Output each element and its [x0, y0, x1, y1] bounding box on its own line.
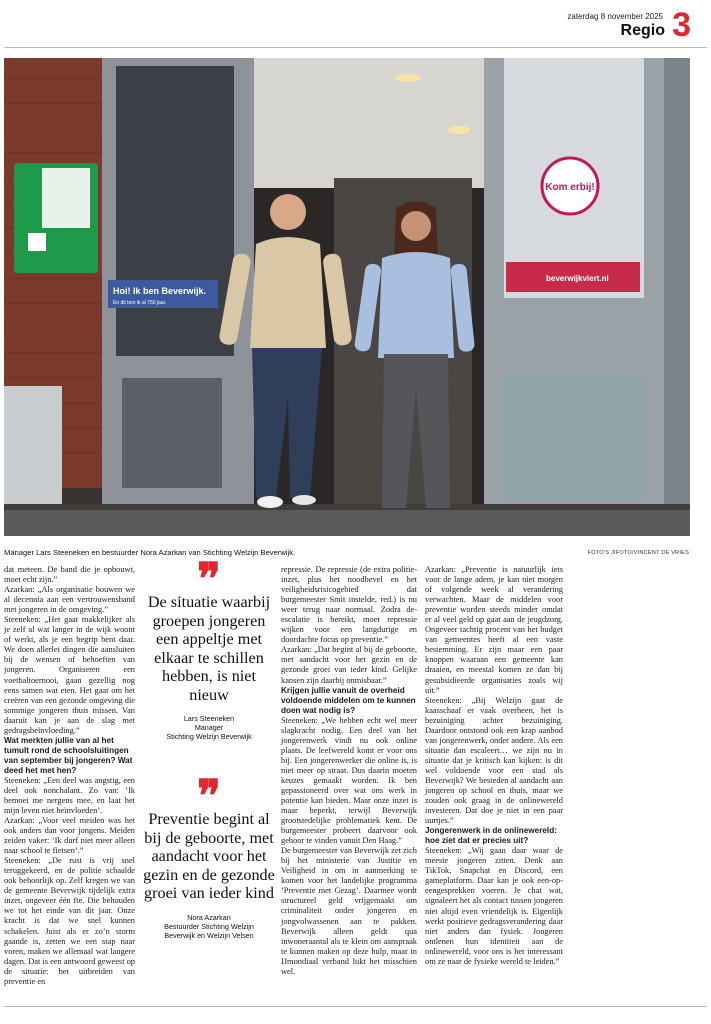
right-frame — [664, 58, 690, 518]
pull-quote-1 — [142, 554, 276, 741]
quote-attribution — [142, 913, 276, 940]
entrance-ceiling — [254, 58, 484, 188]
photo-caption: Manager Lars Steeneken en bestuurder Nora Azarkan van Stichting Welzijn Beverwijk. — [4, 548, 296, 557]
quote-role: Bestuurder Stichting Welzijn — [164, 921, 254, 931]
ceiling-light — [448, 126, 470, 134]
pull-quote-text: De situatie waarbij groepen jongeren een appeltje met elkaar te schillen hebben, is niet nieuw — [147, 593, 271, 704]
quote-mark-icon: ❞ — [197, 554, 221, 605]
interview-question: Wat merkten jullie van al het tumult rond de schoolsluitingen van september bij jongeren? Wat deed het met hen? — [4, 735, 133, 775]
quote-name: Lars Steeneken — [183, 714, 235, 723]
paragraph: Steeneken: „Een deel was angstig, een deel ook nonchalant. Zo van: ’Ik bemoei me nergens mee, en laat het mijn leven niet beïnvloeden’. — [4, 775, 135, 815]
quote-mark-icon: ❞ — [197, 771, 221, 822]
footer-rule — [4, 1006, 707, 1007]
url-sign-text: beverwijkviert.nl — [546, 274, 609, 283]
paragraph: dat meteen. De band die je opbouwt, moet echt zijn.” — [4, 565, 135, 585]
left-window-glass — [116, 66, 234, 356]
left-lower-glass — [122, 378, 222, 488]
quote-org: Stichting Welzijn Beverwijk — [166, 732, 252, 741]
article-column-1 — [4, 565, 135, 987]
aed-window — [42, 168, 90, 228]
interview-question: Krijgen jullie vanuit de overheid voldoende middelen om te kunnen doen wat nodig is? — [281, 685, 416, 715]
paragraph: Azarkan: „Preventie is natuurlijk iets voor de lange adem, je kan niet morgen of volgende week al verandering verwachten. Maar de middelen voor preventie worden steeds minder omdat er al veel geld op gaat aan de jeugdzorg. Ongeveer tachtig procent van het budget van gemeentes heeft al een vaste bestemming. Er zijn maar een paar knoppen waaraan een gemeente kan draaien, en meestal komen ze dan bij gesubsidieerde organisaties zoals wij uit.” — [425, 565, 563, 695]
pull-quote-2 — [142, 771, 276, 940]
right-lower-window — [504, 376, 644, 500]
quote-name: Nora Azarkan — [187, 912, 231, 922]
page-header — [0, 0, 711, 50]
paragraph: repressie. De repressie (de extra politie-inzet, plus het noodbevel en het veiligheidsrisicogebied dat burgemeester Smit instelde, red.) is nu weer terug naar normaal. Zodra de-escalatie is bereikt, moet repressie wijken voor een langdurige en doordachte focus op preventie.” — [281, 565, 417, 645]
quote-attribution — [142, 714, 276, 741]
paragraph: De burgemeester van Beverwijk zet zich bij het ministerie van Justitie en Veiligheid in om in aanmerking te komen voor het landelijke programma ’Preventie met Gezag’. Daarmee wordt structureel geld vrijgemaakt om criminaliteit onder jongeren en jongvolwassenen aan te pakken. Beverwijk alleen geldt qua inwoneraantal als te klein om aanspraak te kunnen maken op deze hulp, maar in IJmondiaal verband lukt het misschien wel. — [281, 846, 417, 976]
photo-illustration — [4, 58, 690, 536]
paragraph: Steeneken: „Wij gaan daar waar de meeste jongeren zitten. Denk aan TikTok, Snapchat en Discord, een gameplatform. Daar kan je ook een-op-eengesprekken voeren. Je chat wat, signaleert het als contact tussen jongeren niet altijd even vriendelijk is. Eigenlijk werkt positieve gedragsverandering daar niet anders dan fysiek. Jongeren ontlenen hun identiteit aan de onlinewereld, voor ons is het interessant om ze naar de fysieke wereld te leiden.” — [425, 846, 563, 966]
header-rule — [4, 47, 707, 48]
interview-question: Jongerenwerk in de onlinewereld: hoe ziet dat er precies uit? — [425, 826, 557, 846]
paragraph: Steeneken: „Het gaat makkelijker als je zelf al wat langer in de wijk woont of werkt, als je een begrip bent daar. We doen allerlei dingen die aansluiten bij de wensen of behoeften van jongeren. Organiseren een voetbaltoernooi, gaan gezellig nog eens samen wat eten. Het gaat om het creëren van een gezonde omgeving die sommige jongeren thuis missen. Van daaruit kan je aan de slag met gedragsbeïnvloeding.” — [4, 615, 135, 735]
kom-erbij-text: Kom erbij! — [545, 182, 595, 193]
article-column-3 — [281, 565, 417, 977]
paragraph: Azarkan: „Als organisatie bouwen we al decennia aan een vertrouwensband met jongeren in de omgeving.” — [4, 585, 135, 615]
page-number: 3 — [672, 6, 691, 44]
banner-text: Hoi! Ik ben Beverwijk. — [113, 286, 207, 296]
issue-date: zaterdag 8 november 2025 — [567, 12, 663, 21]
quote-role: Manager — [194, 723, 224, 732]
paragraph: Steeneken: „De rust is vrij snel teruggekeerd, en de politie schaalde ook behoorlijk op. Zelf kregen we van de gemeente Beverwijk tijdelijk extra inzet, ongeveer één fte. Die behouden we tot het einde van dit jaar. Onze kracht is dat we snel kunnen schakelen. Juist als er zo’n storm gaande is, zetten we een stap naar voren, maken we allemaal wat langere dagen. Dat is een antwoord geweest op de situatie: het uitbreiden van preventie en — [4, 856, 135, 986]
paragraph: Steeneken: „Bij Welzijn gaat de kaasschaaf er vaak overheen, het is bezuiniging achter bezuiniging. Daardoor ontstond ook een krap aanbod van jongerenwerk, onder andere. Als een situatie dan escaleert… we zijn nu in situatie dat je kritisch kan kijken: is dit wel voldoende voor een stad als Beverwijk? We besteden al aandacht aan jongeren op school en thuis, maar we zouden ook graag in de onlinewereld investeren. Dat doe je niet in een paar uurtjes.” — [425, 695, 563, 826]
article-photo — [4, 58, 690, 536]
pull-quote-text: Preventie begint al bij de geboorte, met aandacht voor het gezin en de gezonde groei van ieder kind — [143, 810, 275, 902]
article-column-4 — [425, 565, 563, 967]
utility-cabinet — [4, 386, 62, 504]
banner-subtext: En dit ben ik al 750 jaar. — [113, 300, 167, 306]
section-title: Regio — [620, 22, 665, 39]
ceiling-light — [395, 74, 421, 82]
paragraph: Steeneken: „We hebben echt wel meer slagkracht nodig. Een deel van het jongerenwerk vindt nu ook online plaats. De leefwereld komt er voor ons bij. Een jongerenwerker die online is, is niet meer op straat. Dus daarin moeten keuzes gemaakt worden. Ik ben gepassioneerd over wat ons werk in potentie kan bieden. Maar onze inzet is maar beperkt, terwijl Beverwijk grootstedelijke problematiek kent. De burgemeester probeert daarvoor ook gehoor te vinden vanuit Den Haag.” — [281, 715, 417, 846]
photo-credit: FOTO’S JIFOTO/VINCENT DE VRIES — [587, 550, 689, 556]
aed-sign — [28, 233, 46, 251]
quote-org: Beverwijk en Welzijn Velsen — [164, 930, 254, 940]
threshold — [4, 504, 690, 510]
paragraph: Azarkan: „Dat begint al bij de geboorte, met aandacht voor het gezin en de gezonde groei van ieder kind. Gelijke kansen zijn daarbij onmisbaar.” — [281, 645, 417, 685]
paragraph: Azarkan: „Voor veel meiden was het ook anders dan voor jongens. Meiden zeiden vaker: ’Ik durf niet meer alleen naar school te fietsen’.” — [4, 815, 135, 856]
